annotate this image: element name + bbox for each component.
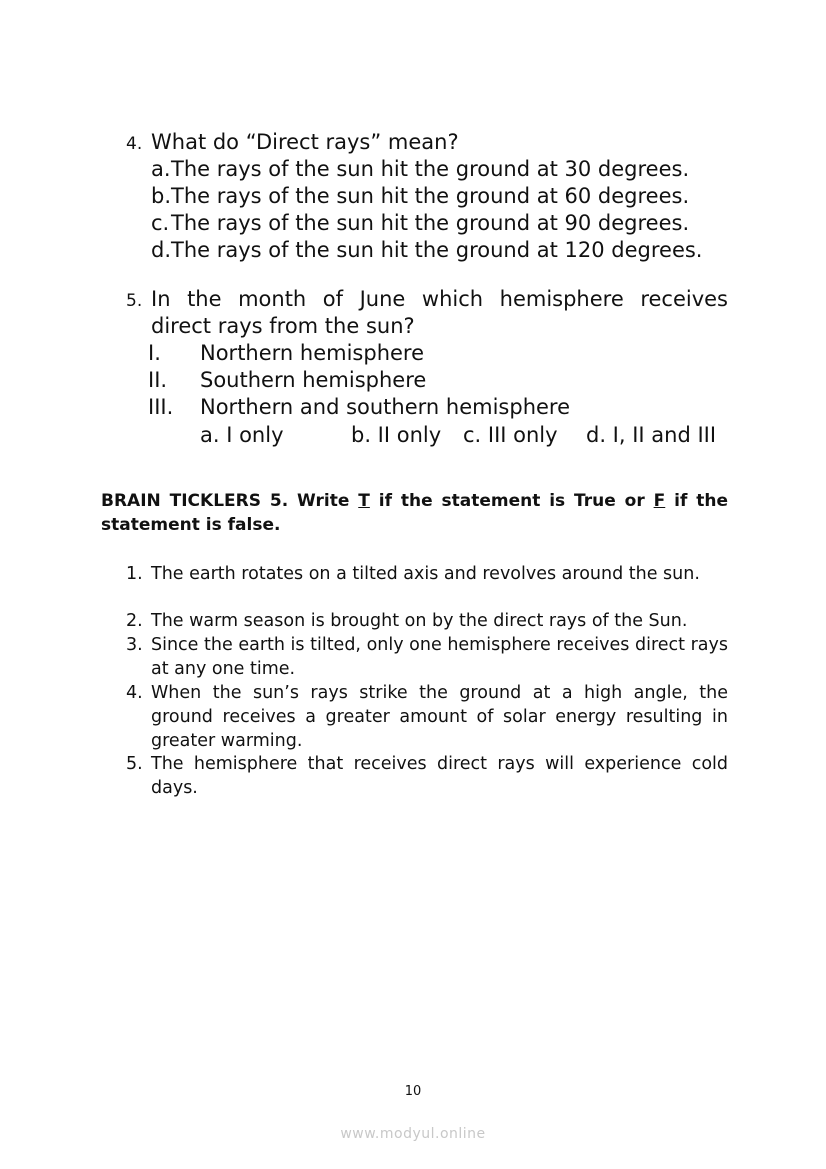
true-letter: T [358,491,370,511]
option-c [151,210,689,237]
option-text: The rays of the sun hit the ground at 120 degrees. [171,238,703,262]
statement-text: The warm season is brought on by the direct rays of the Sun. [151,611,688,631]
statement-number: 2. [126,611,143,631]
choice-b: b. II only [351,423,442,447]
item-numeral: I. [148,341,161,365]
option-a [151,156,689,183]
statement-number: 5. [126,754,143,774]
question-text-line-2: direct rays from the sun? [151,314,415,338]
option-text: The rays of the sun hit the ground at 30 degrees. [171,157,690,181]
item-numeral: III. [148,395,174,419]
section-heading [101,489,728,537]
item-text: Northern and southern hemisphere [200,395,571,419]
option-letter: b. [151,184,172,208]
statement-text: The earth rotates on a tilted axis and revolves around the sun. [151,564,700,584]
item-text: Southern hemisphere [200,368,427,392]
choice-c: c. III only [463,423,558,447]
item-text: Northern hemisphere [200,341,425,365]
heading-middle: if the statement is True or [369,491,654,511]
heading-prefix: BRAIN TICKLERS 5. Write [101,491,359,511]
false-letter: F [653,491,666,511]
option-text: The rays of the sun hit the ground at 60 degrees. [171,184,690,208]
statement-text: The hemisphere that receives direct rays will experience cold days. [151,754,728,798]
statement-number: 4. [126,683,143,703]
option-letter: c. [151,211,170,235]
page-number: 10 [404,1084,422,1099]
statement-number: 3. [126,635,143,655]
choice-a: a. I only [200,423,284,447]
statement-number: 1. [126,564,143,584]
question-text-line-1: In the month of June which hemisphere receives [151,287,728,311]
option-d [151,237,702,264]
question-number: 5. [126,291,143,311]
statement-text: When the sun’s rays strike the ground at a high angle, the ground receives a greater amount of solar energy resulting in greater warming. [151,683,728,751]
statement-text: Since the earth is tilted, only one hemisphere receives direct rays at any one time. [151,635,728,679]
option-letter: d. [151,238,172,262]
item-numeral: II. [148,368,168,392]
option-letter: a. [151,157,171,181]
question-text: What do “Direct rays” mean? [151,130,459,154]
watermark: www.modyul.online [340,1126,486,1142]
option-text: The rays of the sun hit the ground at 90 degrees. [171,211,690,235]
choice-d: d. I, II and III [586,423,717,447]
option-b [151,183,689,210]
question-number: 4. [126,134,143,154]
heading-suffix: if the statement is false. [101,491,728,535]
